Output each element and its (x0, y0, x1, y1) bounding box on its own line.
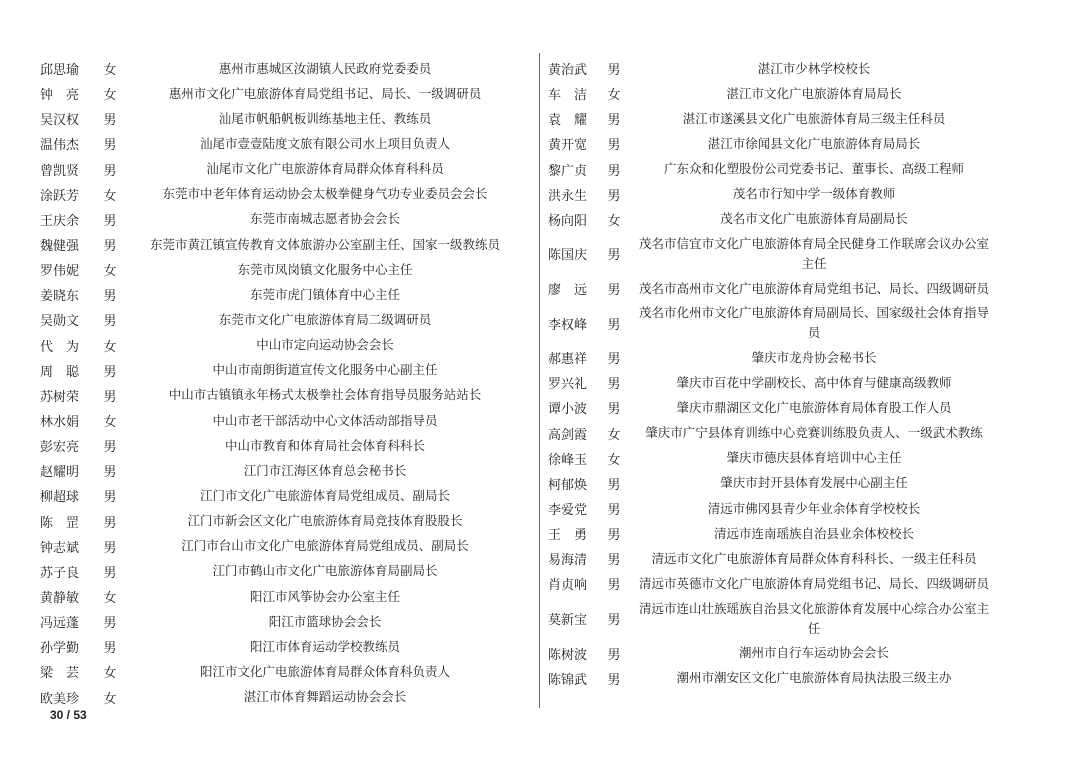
person-sex: 男 (607, 647, 621, 663)
person-title: 肇庆市龙舟协会秘书长 (751, 349, 877, 365)
list-item (40, 634, 530, 659)
person-title: 肇庆市鼎湖区文化广电旅游体育局体育股工作人员 (676, 399, 952, 415)
person-name: 车 洁 (548, 88, 588, 104)
person-title: 江门市鹤山市文化广电旅游体育局副局长 (212, 563, 438, 579)
list-item (548, 131, 1000, 156)
person-name: 易海清 (548, 553, 588, 569)
person-title: 阳江市体育运动学校教练员 (249, 638, 400, 654)
person-title: 清远市连山壮族瑶族自治县文化旅游体育发展中心综合办公室主任 (638, 600, 989, 636)
person-sex: 男 (103, 565, 117, 581)
person-sex: 女 (103, 63, 117, 79)
list-item (40, 257, 530, 282)
person-sex: 男 (103, 641, 117, 657)
list-item (548, 471, 1000, 496)
person-name: 梁 芸 (40, 666, 80, 682)
person-sex: 男 (607, 317, 621, 333)
person-sex: 女 (103, 88, 117, 104)
person-title: 汕尾市文化广电旅游体育局群众体育科科员 (206, 161, 444, 177)
person-title: 惠州市惠城区汝湖镇人民政府党委委员 (218, 60, 432, 76)
list-item (40, 307, 530, 332)
person-title: 阳江市篮球协会会长 (268, 613, 382, 629)
person-title: 清远市英德市文化广电旅游体育局党组书记、局长、四级调研员 (638, 575, 989, 591)
person-name: 邱思瑜 (40, 63, 80, 79)
person-sex: 男 (103, 113, 117, 129)
list-item (548, 597, 1000, 641)
person-sex: 女 (103, 339, 117, 355)
list-item (548, 276, 1000, 301)
list-item (40, 383, 530, 408)
person-title: 潮州市潮安区文化广电旅游体育局执法股三级主办 (676, 670, 952, 686)
person-title: 东莞市文化广电旅游体育局二级调研员 (218, 311, 432, 327)
person-name: 魏健强 (40, 239, 80, 255)
person-name: 彭宏亮 (40, 440, 80, 456)
person-name: 林水娟 (40, 415, 80, 431)
list-item (548, 370, 1000, 395)
person-name: 柯郁焕 (548, 477, 588, 493)
person-sex: 女 (103, 415, 117, 431)
person-name: 苏树荣 (40, 389, 80, 405)
list-item (548, 232, 1000, 276)
person-title: 东莞市虎门镇体育中心主任 (249, 286, 400, 302)
person-name: 罗兴礼 (548, 377, 588, 393)
person-sex: 男 (607, 528, 621, 544)
list-item (548, 666, 1000, 691)
person-sex: 男 (103, 314, 117, 330)
person-title: 茂名市行知中学一级体育教师 (732, 186, 896, 202)
person-sex: 男 (103, 465, 117, 481)
person-name: 陈锦武 (548, 672, 588, 688)
person-title: 汕尾市壹壹陆度文旅有限公司水上项目负责人 (199, 135, 450, 151)
person-title: 东莞市凤岗镇文化服务中心主任 (237, 261, 413, 277)
person-name: 赵耀明 (40, 465, 80, 481)
list-item (548, 157, 1000, 182)
list-item (548, 182, 1000, 207)
list-item (548, 395, 1000, 420)
person-sex: 男 (103, 138, 117, 154)
list-item (40, 131, 530, 156)
person-sex: 男 (607, 283, 621, 299)
person-name: 曾凯贤 (40, 163, 80, 179)
list-item (40, 584, 530, 609)
person-sex: 男 (103, 515, 117, 531)
person-name: 姜晓东 (40, 289, 80, 305)
person-name: 郝惠祥 (548, 352, 588, 368)
person-name: 徐峰玉 (548, 452, 588, 468)
list-item (40, 81, 530, 106)
person-title: 肇庆市封开县体育发展中心副主任 (720, 475, 908, 491)
person-name: 李权峰 (548, 317, 588, 333)
list-item (548, 81, 1000, 106)
person-title: 湛江市少林学校校长 (757, 60, 871, 76)
list-item (40, 685, 530, 710)
person-name: 廖 远 (548, 283, 588, 299)
person-sex: 男 (607, 377, 621, 393)
person-name: 涂跃芳 (40, 188, 80, 204)
list-item (548, 446, 1000, 471)
person-title: 中山市古镇镇永年杨式太极拳社会体育指导员服务站站长 (168, 387, 482, 403)
person-title: 阳江市文化广电旅游体育局群众体育科负责人 (199, 663, 450, 679)
person-sex: 女 (103, 691, 117, 707)
person-name: 黄治武 (548, 63, 588, 79)
list-item (548, 56, 1000, 81)
person-title: 清远市连南瑶族自治县业余体校校长 (713, 525, 914, 541)
person-name: 苏子良 (40, 565, 80, 581)
person-name: 莫新宝 (548, 613, 588, 629)
person-title: 茂名市高州市文化广电旅游体育局党组书记、局长、四级调研员 (638, 280, 989, 296)
list-item (40, 333, 530, 358)
person-name: 吴勋文 (40, 314, 80, 330)
person-name: 王 勇 (548, 528, 588, 544)
person-name: 洪永生 (548, 188, 588, 204)
list-item (40, 182, 530, 207)
person-title: 广东众和化塑股份公司党委书记、董事长、高级工程师 (663, 161, 964, 177)
person-title: 江门市新会区文化广电旅游体育局竞技体育股股长 (187, 513, 463, 529)
person-sex: 男 (103, 616, 117, 632)
person-name: 黎广贞 (548, 163, 588, 179)
person-sex: 女 (103, 666, 117, 682)
person-title: 江门市文化广电旅游体育局党组成员、副局长 (199, 487, 450, 503)
page-number: 30 / 53 (50, 708, 87, 722)
person-title: 肇庆市德庆县体育培训中心主任 (726, 450, 902, 466)
person-title: 茂名市化州市文化广电旅游体育局副局长、国家级社会体育指导员 (638, 305, 989, 341)
person-sex: 男 (607, 613, 621, 629)
list-item (40, 358, 530, 383)
person-title: 肇庆市广宁县体育训练中心竞赛训练股负责人、一级武术教练 (645, 425, 983, 441)
person-name: 欧美珍 (40, 691, 80, 707)
person-sex: 男 (607, 672, 621, 688)
person-sex: 男 (103, 213, 117, 229)
person-name: 陈树波 (548, 647, 588, 663)
list-item (548, 421, 1000, 446)
person-name: 肖贞响 (548, 578, 588, 594)
person-name: 冯远蓬 (40, 616, 80, 632)
person-name: 杨向阳 (548, 213, 588, 229)
list-item (40, 157, 530, 182)
person-name: 陈国庆 (548, 248, 588, 264)
person-title: 东莞市南城志愿者协会会长 (249, 211, 400, 227)
person-sex: 男 (103, 490, 117, 506)
person-sex: 男 (607, 477, 621, 493)
list-item (40, 56, 530, 81)
person-title: 湛江市遂溪县文化广电旅游体育局三级主任科员 (682, 110, 946, 126)
person-sex: 女 (103, 188, 117, 204)
person-sex: 男 (103, 540, 117, 556)
list-item (40, 408, 530, 433)
person-title: 东莞市黄江镇宣传教育文体旅游办公室副主任、国家一级教练员 (149, 236, 500, 252)
list-item (40, 458, 530, 483)
person-sex: 女 (103, 591, 117, 607)
person-title: 清远市文化广电旅游体育局群众体育科科长、一级主任科员 (651, 550, 977, 566)
left-column-list (40, 56, 530, 710)
person-name: 柳超球 (40, 490, 80, 506)
person-sex: 男 (103, 440, 117, 456)
person-title: 茂名市文化广电旅游体育局副局长 (720, 211, 908, 227)
list-item (40, 534, 530, 559)
person-sex: 男 (103, 239, 117, 255)
person-title: 汕尾市帆船帆板训练基地主任、教练员 (218, 110, 432, 126)
person-sex: 男 (103, 163, 117, 179)
person-sex: 女 (607, 427, 621, 443)
person-name: 罗伟妮 (40, 264, 80, 280)
list-item (548, 301, 1000, 345)
person-sex: 男 (607, 578, 621, 594)
list-item (40, 232, 530, 257)
list-item (40, 659, 530, 684)
person-name: 黄开宽 (548, 138, 588, 154)
person-name: 王庆余 (40, 213, 80, 229)
person-title: 清远市佛冈县青少年业余体育学校校长 (707, 500, 921, 516)
person-name: 温伟杰 (40, 138, 80, 154)
person-sex: 男 (607, 113, 621, 129)
person-title: 肇庆市百花中学副校长、高中体育与健康高级教师 (676, 374, 952, 390)
list-item (548, 496, 1000, 521)
person-sex: 男 (103, 389, 117, 405)
person-title: 惠州市文化广电旅游体育局党组书记、局长、一级调研员 (168, 85, 482, 101)
list-item (40, 559, 530, 584)
person-name: 黄静敏 (40, 591, 80, 607)
list-item (40, 433, 530, 458)
person-title: 中山市老干部活动中心文体活动部指导员 (212, 412, 438, 428)
list-item (548, 106, 1000, 131)
person-title: 湛江市文化广电旅游体育局局长 (726, 85, 902, 101)
person-title: 茂名市信宜市文化广电旅游体育局全民健身工作联席会议办公室主任 (638, 235, 989, 271)
person-title: 中山市南朗街道宣传文化服务中心副主任 (212, 362, 438, 378)
person-name: 吴汉权 (40, 113, 80, 129)
list-item (548, 207, 1000, 232)
person-name: 袁 耀 (548, 113, 588, 129)
person-name: 李爱党 (548, 503, 588, 519)
list-item (40, 207, 530, 232)
person-name: 孙学勤 (40, 641, 80, 657)
person-title: 阳江市风筝协会办公室主任 (249, 588, 400, 604)
list-item (548, 521, 1000, 546)
person-sex: 男 (607, 553, 621, 569)
right-column-list (548, 56, 1000, 691)
person-title: 潮州市自行车运动协会会长 (738, 645, 889, 661)
list-item (548, 345, 1000, 370)
list-item (40, 483, 530, 508)
person-sex: 女 (607, 213, 621, 229)
list-item (40, 609, 530, 634)
person-name: 代 为 (40, 339, 80, 355)
person-sex: 男 (607, 188, 621, 204)
person-sex: 男 (607, 248, 621, 264)
list-item (40, 509, 530, 534)
person-sex: 女 (607, 88, 621, 104)
person-name: 谭小波 (548, 402, 588, 418)
person-name: 钟志斌 (40, 540, 80, 556)
list-item (40, 282, 530, 307)
person-title: 中山市教育和体育局社会体育科科长 (224, 437, 425, 453)
person-sex: 男 (607, 138, 621, 154)
person-title: 东莞市中老年体育运动协会太极拳健身气功专业委员会会长 (162, 186, 488, 202)
person-name: 周 聪 (40, 364, 80, 380)
list-item (548, 641, 1000, 666)
person-sex: 女 (103, 264, 117, 280)
person-sex: 男 (607, 163, 621, 179)
person-sex: 男 (607, 63, 621, 79)
list-item (548, 546, 1000, 571)
person-name: 陈 罡 (40, 515, 80, 531)
person-sex: 男 (607, 503, 621, 519)
person-sex: 男 (103, 364, 117, 380)
person-title: 湛江市体育舞蹈运动协会会长 (243, 689, 407, 705)
person-name: 钟 亮 (40, 88, 80, 104)
person-title: 江门市江海区体育总会秘书长 (243, 462, 407, 478)
list-item (548, 571, 1000, 596)
person-sex: 男 (103, 289, 117, 305)
person-sex: 女 (607, 452, 621, 468)
person-sex: 男 (607, 402, 621, 418)
person-sex: 男 (607, 352, 621, 368)
list-item (40, 106, 530, 131)
person-title: 湛江市徐闻县文化广电旅游体育局局长 (707, 135, 921, 151)
person-title: 江门市台山市文化广电旅游体育局党组成员、副局长 (181, 538, 469, 554)
person-name: 高剑霞 (548, 427, 588, 443)
person-title: 中山市定向运动协会会长 (256, 337, 394, 353)
column-divider (539, 53, 540, 708)
